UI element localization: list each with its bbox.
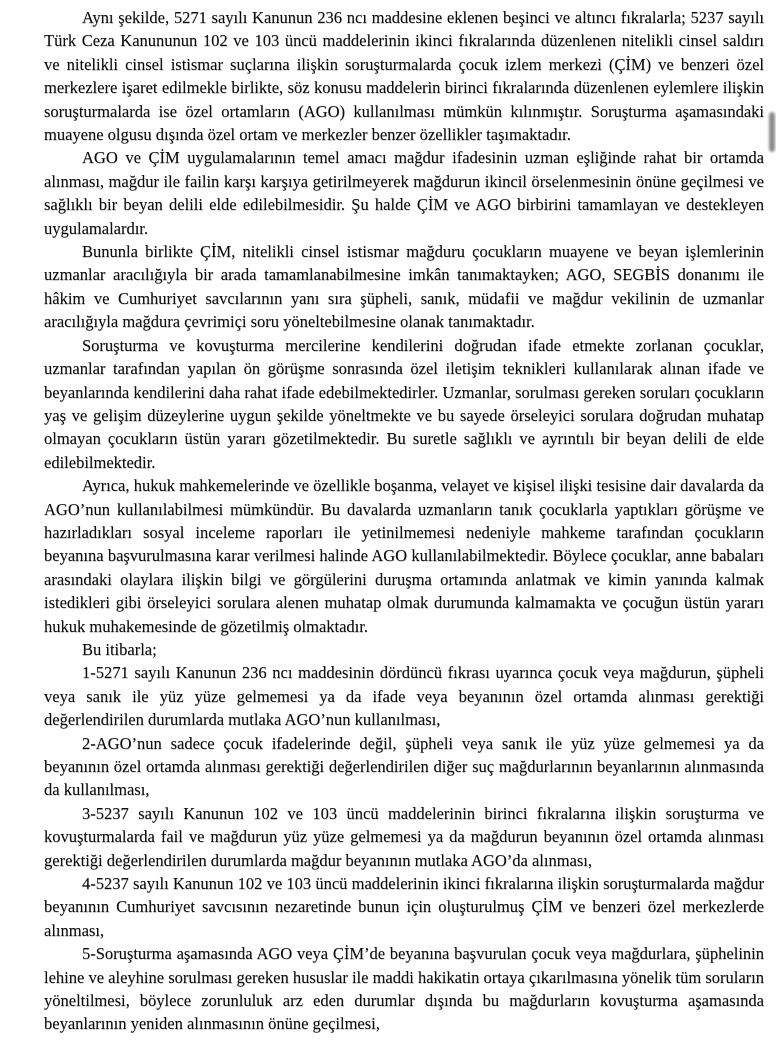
paragraph: 2-AGO’nun sadece çocuk ifadelerinde değil, şüpheli veya sanık ile yüz yüze gelmemesi ya da beyanının özel ortamda alınması gerektiği değerlendirilen diğer suç mağdurlarının beyanlarının alınmasında da kullanılması, bbox=[44, 733, 764, 800]
paragraph: Bu itibarla; bbox=[82, 639, 157, 659]
paragraph: 4-5237 sayılı Kanunun 102 ve 103 üncü maddelerinin ikinci fıkralarına ilişkin soruşturmalarda mağdur beyanının Cumhuriyet savcısının nezaretinde bunun için oluşturulmuş ÇİM ve benzeri özel merkezlerde alınması, bbox=[44, 874, 764, 940]
paragraph: Bununla birlikte ÇİM, nitelikli cinsel istismar mağduru çocukların muayene ve beyan işlemlerinin uzmanlar aracılığıyla bir arada tamamlanabilmesine imkân tanımaktayken; AGO, SEGBİS donanımı ile hâkim ve Cumhuriyet savcılarının yanı sıra şüpheli, sanık, müdafii ve mağdur vekilinin de uzmanlar aracılığıyla mağdura çevrimiçi soru yöneltebilmesine olanak tanımaktadır. bbox=[44, 242, 764, 332]
paragraph: 1-5271 sayılı Kanunun 236 ncı maddesinin dördüncü fıkrası uyarınca çocuk veya mağdurun, şüpheli veya sanık ile yüz yüze gelmemesi ya da ifade veya beyanının özel ortamda alınması gerektiği değerlendirilen durumlarda mutlaka AGO’nun kullanılması, bbox=[44, 663, 764, 730]
paragraph: 5-Soruşturma aşamasında AGO veya ÇİM’de beyanına başvurulan çocuk veya mağdurlara, şüphelinin lehine ve aleyhine sorulması gereken hususlar ile maddi hakikatin ortaya çıkarılmasına yönelik tüm soruların yöneltilmesi, böylece zorunluluk arz eden durumlar dışında bu mağdurların kovuşturma aşamasında beyanlarının yeniden alınmasının önüne geçilmesi, bbox=[44, 944, 764, 1034]
paragraph: Soruşturma ve kovuşturma mercilerine kendilerini doğrudan ifade etmekte zorlanan çocuklar, uzmanlar tarafından yapılan ön görüşme sonrasında özel iletişim teknikleri kullanılarak alınan ifade ve beyanlarında kendilerini daha rahat ifade edebilmektedirler. Uzmanlar, sorulması gereken soruları çocukların yaş ve gelişim düzeylerine uygun şekilde yöneltmekte ve bu sayede örseleyici sorulara doğrudan muhatap olmayan çocukların üstün yararı gözetilmektedir. Bu suretle sağlıklı ve ayrıntılı bir beyan delili de elde edilebilmektedir. bbox=[44, 335, 764, 472]
paragraph: Ayrıca, hukuk mahkemelerinde ve özellikle boşanma, velayet ve kişisel ilişki tesisine dair davalarda da AGO’nun kullanılabilmesi mümkündür. Bu davalarda uzmanların tanık çocuklarla yaptıkları görüşme ve hazırladıkları sosyal inceleme raporları ile yetinilmemesi nedeniyle mahkeme tarafından çocukların beyanına başvurulmasına karar verilmesi halinde AGO kullanılabilmektedir. Böylece çocuklar, anne babaları arasındaki olaylara ilişkin bilgi ve görgülerini duruşma ortamında anlatmak ve kimin yanında kalmak istedikleri gibi örseleyici sorulara alenen muhatap olmak durumunda kalmamakta ve çocuğun üstün yararı hukuk muhakemesinde de gözetilmiş olmaktadır. bbox=[44, 476, 764, 636]
paragraph: 3-5237 sayılı Kanunun 102 ve 103 üncü maddelerinin birinci fıkralarına ilişkin soruşturma ve kovuşturmalarda fail ve mağdurun yüz yüze gelmemesi ya da mağdurun beyanının özel ortamda alınması gerektiği değerlendirilen durumlarda mağdur beyanının mutlaka AGO’da alınması, bbox=[44, 803, 764, 870]
paragraph: AGO ve ÇİM uygulamalarının temel amacı mağdur ifadesinin uzman eşliğinde rahat bir ortamda alınması, mağdur ile failin karşı karşıya getirilmeyerek mağdurun ikincil örselenmesinin önüne geçilmesi ve sağlıklı bir beyan delili elde edilebilmesidir. Şu halde ÇİM ve AGO birbirini tamamlayan ve destekleyen uygulamalardır. bbox=[44, 148, 764, 238]
scan-artifact bbox=[769, 112, 775, 152]
paragraph: Aynı şekilde, 5271 sayılı Kanunun 236 ncı maddesine eklenen beşinci ve altıncı fıkralarla; 5237 sayılı Türk Ceza Kanununun 102 ve 103 üncü maddelerinin ikinci fıkralarında düzenlenen nitelikli cinsel saldırı ve nitelikli cinsel istismar suçlarına ilişkin soruşturmalarda çocuk izlem merkezi (ÇİM) ve benzeri özel merkezlere işaret edilmekle birlikte, söz konusu maddelerin birinci fıkralarında düzenlenen eylemlere ilişkin soruşturmalarda ise özel ortamların (AGO) kullanılması mümkün kılınmıştır. Soruşturma aşamasındaki muayene olgusu dışında özel ortam ve merkezler benzer özellikler taşımaktadır. bbox=[44, 8, 764, 145]
